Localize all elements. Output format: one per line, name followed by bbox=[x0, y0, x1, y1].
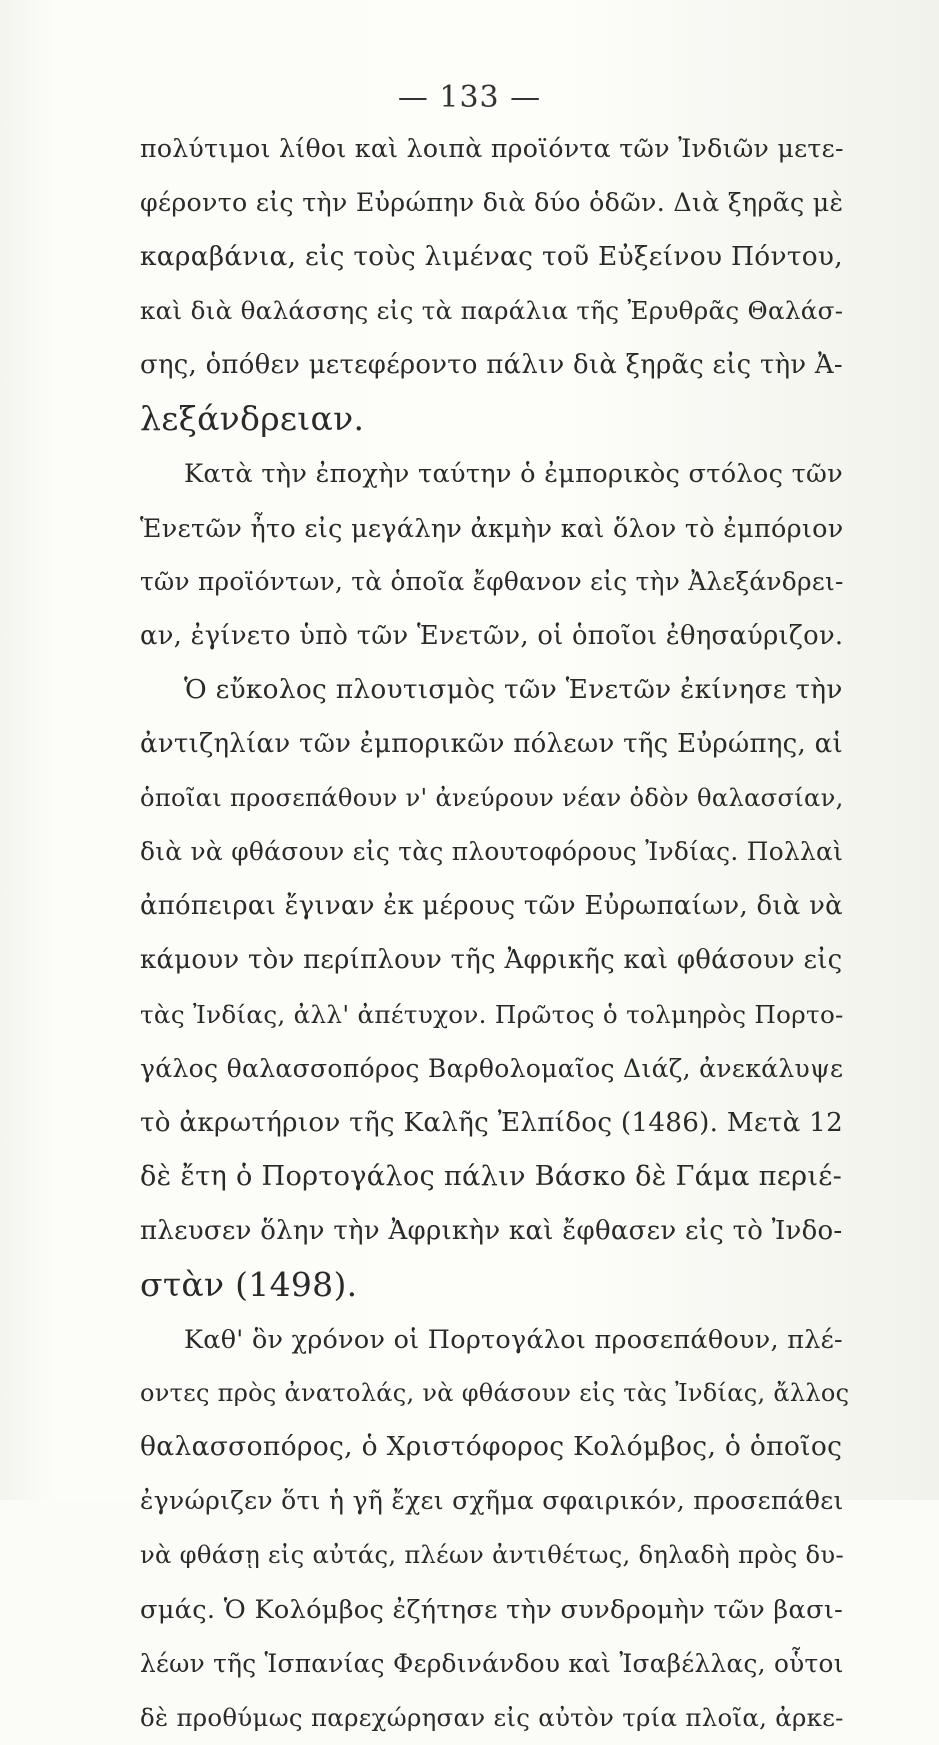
text-line: σμάς. Ὁ Κολόμβος ἐζήτησε τὴν συνδρομὴν τῶν βασι- bbox=[140, 1594, 844, 1625]
text-line: ἐγνώριζεν ὅτι ἡ γῆ ἔχει σχῆμα σφαιρικόν, προσεπάθει bbox=[140, 1486, 844, 1516]
text-line: δὲ ἔτη ὁ Πορτογάλος πάλιν Βάσκο δὲ Γάμα περιέ- bbox=[140, 1160, 843, 1192]
text-line: σης, ὁπόθεν μετεφέροντο πάλιν διὰ ξηρᾶς εἰς τὴν Ἀ- bbox=[140, 350, 843, 381]
text-line: Καθ' ὃν χρόνον οἱ Πορτογάλοι προσεπάθουν, πλέ- bbox=[184, 1324, 843, 1355]
text-line: πολύτιμοι λίθοι καὶ λοιπὰ προϊόντα τῶν Ἰνδιῶν μετε- bbox=[140, 134, 844, 163]
text-line: λεξάνδρειαν. bbox=[140, 399, 365, 439]
text-line: τὰς Ἰνδίας, ἀλλ' ἀπέτυχον. Πρῶτος ὁ τολμηρὸς Πορτο- bbox=[140, 999, 844, 1029]
text-line: γάλος θαλασσοπόρος Βαρθολομαῖος Διάζ, ἀνεκάλυψε bbox=[140, 1053, 844, 1083]
text-line: δὲ προθύμως παρεχώρησαν εἰς αὐτὸν τρία πλοῖα, ἀρκε- bbox=[140, 1702, 844, 1732]
text-line: Ἑνετῶν ἦτο εἰς μεγάλην ἀκμὴν καὶ ὅλον τὸ ἐμπόριον bbox=[140, 512, 844, 543]
text-line: στὰν (1498). bbox=[140, 1264, 358, 1304]
text-line: τῶν προϊόντων, τὰ ὁποῖα ἔφθανον εἰς τὴν Ἀλεξάνδρει- bbox=[140, 566, 844, 596]
text-line: καὶ διὰ θαλάσσης εἰς τὰ παράλια τῆς Ἐρυθρᾶς Θαλάσ- bbox=[140, 296, 844, 326]
text-line: τὸ ἀκρωτήριον τῆς Καλῆς Ἐλπίδος (1486). Μετὰ 12 bbox=[140, 1107, 844, 1138]
text-line: νὰ φθάσῃ εἰς αὐτάς, πλέων ἀντιθέτως, δηλαδὴ πρὸς δυ- bbox=[140, 1541, 844, 1570]
text-line: οντες πρὸς ἀνατολάς, νὰ φθάσουν εἰς τὰς Ἰνδίας, ἄλλος bbox=[140, 1379, 850, 1408]
text-line: θαλασσοπόρος, ὁ Χριστόφορος Κολόμβος, ὁ ὁποῖος bbox=[140, 1431, 843, 1463]
page-number: — 133 — bbox=[397, 80, 542, 115]
text-line: Ὁ εὔκολος πλουτισμὸς τῶν Ἑνετῶν ἐκίνησε τὴν bbox=[184, 674, 843, 705]
text-line: καραβάνια, εἰς τοὺς λιμένας τοῦ Εὐξείνου Πόντου, bbox=[140, 241, 843, 273]
text-line: Κατὰ τὴν ἐποχὴν ταύτην ὁ ἐμπορικὸς στόλος τῶν bbox=[184, 458, 843, 489]
text-line: διὰ νὰ φθάσουν εἰς τὰς πλουτοφόρους Ἰνδίας. Πολλαὶ bbox=[140, 837, 844, 867]
text-line: πλευσεν ὅλην τὴν Ἀφρικὴν καὶ ἔφθασεν εἰς τὸ Ἰνδο- bbox=[140, 1215, 843, 1246]
text-line: αν, ἐγίνετο ὑπὸ τῶν Ἑνετῶν, οἱ ὁποῖοι ἐθησαύριζον. bbox=[140, 620, 844, 651]
text-line: ὁποῖαι προσεπάθουν ν' ἀνεύρουν νέαν ὁδὸν θαλασσίαν, bbox=[140, 784, 844, 813]
body-text bbox=[140, 122, 850, 1745]
text-line: ἀπόπειραι ἔγιναν ἐκ μέρους τῶν Εὐρωπαίων, διὰ νὰ bbox=[140, 891, 843, 922]
text-line: λέων τῆς Ἱσπανίας Φερδινάνδου καὶ Ἰσαβέλλας, οὗτοι bbox=[140, 1648, 844, 1678]
text-line: κάμουν τὸν περίπλουν τῆς Ἀφρικῆς καὶ φθάσουν εἰς bbox=[140, 945, 843, 976]
text-line: φέροντο εἰς τὴν Εὐρώπην διὰ δύο ὁδῶν. Διὰ ξηρᾶς μὲ bbox=[140, 188, 844, 218]
text-line: ἀντιζηλίαν τῶν ἐμπορικῶν πόλεων τῆς Εὐρώπης, αἱ bbox=[140, 729, 843, 760]
